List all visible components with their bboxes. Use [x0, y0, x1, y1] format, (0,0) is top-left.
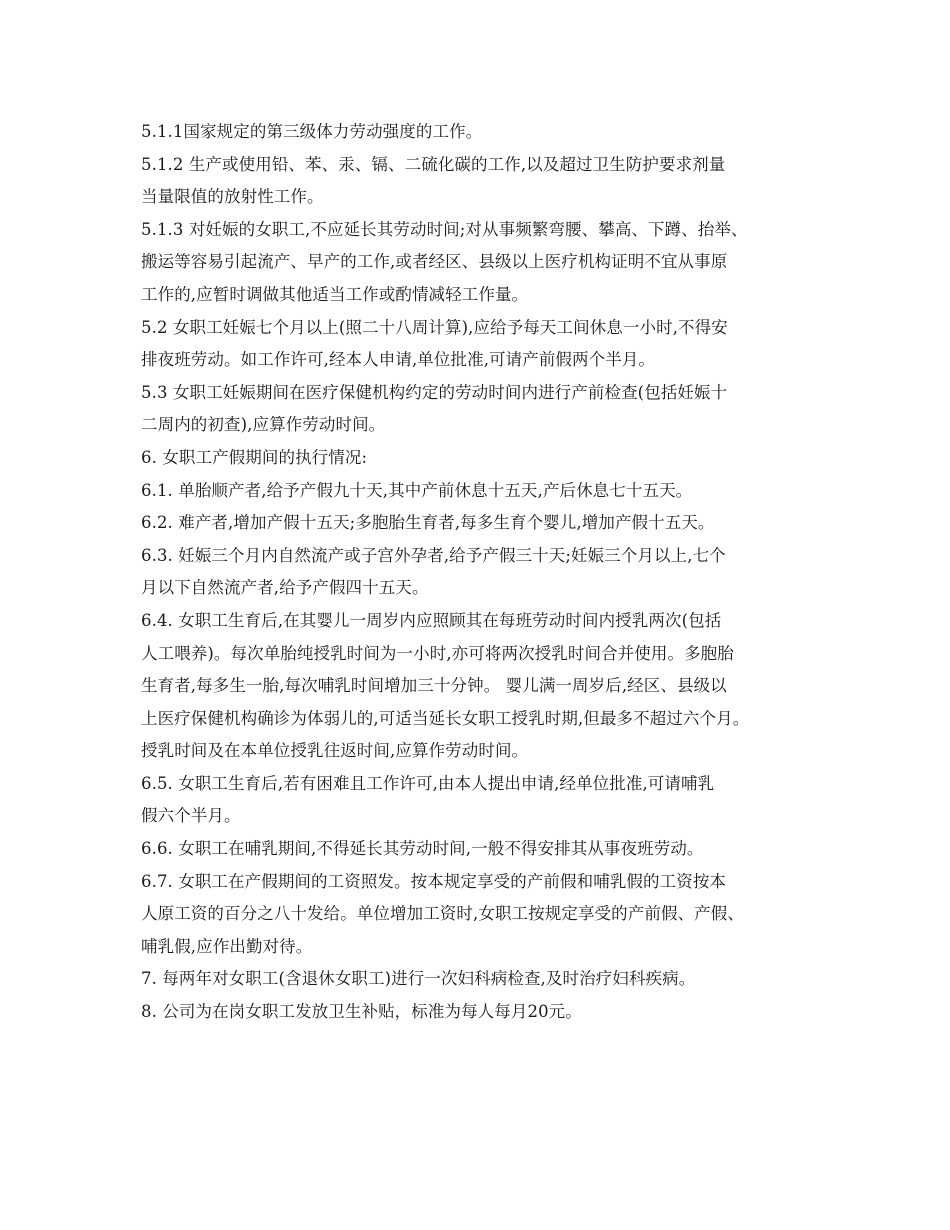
document-body: [141, 116, 813, 1029]
text-line: 人工喂养)。每次单胎纯授乳时间为一小时,亦可将两次授乳时间合并使用。多胞胎: [141, 643, 734, 663]
text-line: 人原工资的百分之八十发给。单位增加工资时,女职工按规定享受的产前假、产假、: [141, 904, 744, 924]
text-line: 6.2. 难产者,增加产假十五天;多胞胎生育者,每多生育个婴儿,增加产假十五天。: [141, 513, 715, 533]
text-line: 6.6. 女职工在哺乳期间,不得延长其劳动时间,一般不得安排其从事夜班劳动。: [141, 839, 704, 859]
text-line: 排夜班劳动。如工作许可,经本人申请,单位批准,可请产前假两个半月。: [141, 350, 656, 370]
text-line: 6.1. 单胎顺产者,给予产假九十天,其中产前休息十五天,产后休息七十五天。: [141, 480, 693, 500]
text-line: 假六个半月。: [141, 806, 241, 826]
text-line: 月以下自然流产者,给予产假四十五天。: [141, 578, 429, 598]
text-line: 二周内的初查),应算作劳动时间。: [141, 415, 386, 435]
text-line: 6.7. 女职工在产假期间的工资照发。按本规定享受的产前假和哺乳假的工资按本: [141, 871, 727, 891]
text-line: 8. 公司为在岗女职工发放卫生补贴，标准为每人每月20元。: [141, 1002, 582, 1022]
text-line: 当量限值的放射性工作。: [141, 187, 324, 207]
text-line: 工作的,应暂时调做其他适当工作或酌情减轻工作量。: [141, 284, 529, 304]
text-line: 5.1.2 生产或使用铅、苯、汞、镉、二硫化碳的工作,以及超过卫生防护要求剂量: [141, 154, 726, 174]
text-line: 授乳时间及在本单位授乳往返时间,应算作劳动时间。: [141, 741, 529, 761]
text-line: 生育者,每多生一胎,每次哺乳时间增加三十分钟。 婴儿满一周岁后,经区、县级以: [141, 676, 727, 696]
text-line: 搬运等容易引起流产、早产的工作,或者经区、县级以上医疗机构证明不宜从事原: [141, 252, 728, 272]
text-line: 5.1.3 对妊娠的女职工,不应延长其劳动时间;对从事频繁弯腰、攀高、下蹲、抬举、: [141, 219, 748, 239]
text-line: 7. 每两年对女职工(含退休女职工)进行一次妇科病检查,及时治疗妇科疾病。: [141, 969, 696, 989]
text-line: 6.5. 女职工生育后,若有困难且工作许可,由本人提出申请,经单位批准,可请哺乳: [141, 773, 715, 793]
text-line: 5.3 女职工妊娠期间在医疗保健机构约定的劳动时间内进行产前检查(包括妊娠十: [141, 382, 728, 402]
text-line: 上医疗保健机构确诊为体弱儿的,可适当延长女职工授乳时期,但最多不超过六个月。: [141, 708, 750, 728]
text-line: 哺乳假,应作出勤对待。: [141, 936, 313, 956]
section-heading: 6. 女职工产假期间的执行情况:: [141, 447, 368, 467]
text-line: 5.1.1国家规定的第三级体力劳动强度的工作。: [141, 122, 483, 141]
text-line: 5.2 女职工妊娠七个月以上(照二十八周计算),应给予每天工间休息一小时,不得安: [141, 317, 728, 337]
text-line: 6.4. 女职工生育后,在其婴儿一周岁内应照顾其在每班劳动时间内授乳两次(包括: [141, 610, 722, 630]
text-line: 6.3. 妊娠三个月内自然流产或子宫外孕者,给予产假三十天;妊娠三个月以上,七个: [141, 545, 726, 565]
